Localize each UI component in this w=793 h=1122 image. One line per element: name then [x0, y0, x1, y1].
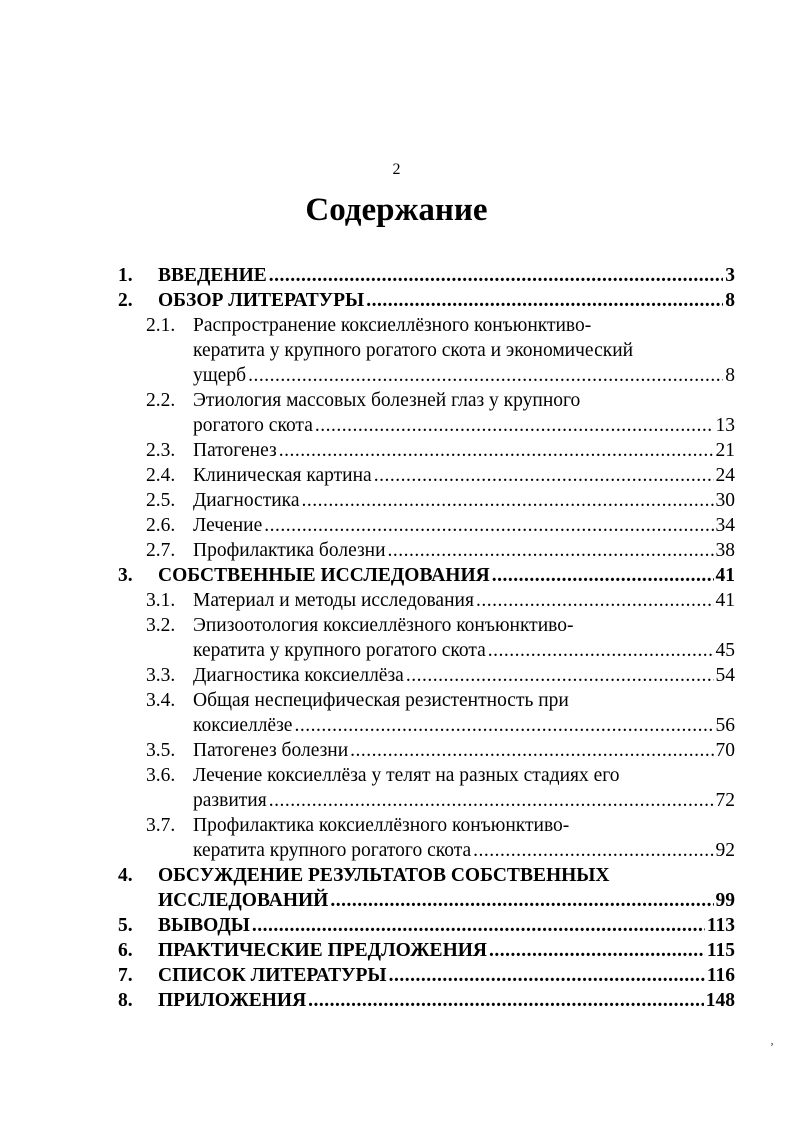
leader-dots	[406, 664, 714, 688]
leader-dots	[279, 439, 714, 463]
toc-entry-2-3[interactable]	[146, 439, 735, 463]
toc-entry-3-7-line1[interactable]	[146, 814, 735, 838]
toc-page: 56	[715, 715, 735, 736]
toc-number: 2.	[118, 290, 133, 311]
toc-entry-3[interactable]	[118, 564, 735, 588]
toc-title: Лечение	[193, 515, 263, 536]
leader-dots	[294, 714, 713, 738]
toc-page: 45	[715, 640, 735, 661]
toc-title: Профилактика коксиеллёзного конъюнктиво-	[193, 815, 570, 836]
toc-entry-2-1-line2[interactable]	[193, 339, 735, 363]
toc-page: 99	[715, 890, 735, 911]
leader-dots	[302, 489, 714, 513]
toc-title: ПРАКТИЧЕСКИЕ ПРЕДЛОЖЕНИЯ	[158, 940, 487, 961]
toc-page: 70	[715, 740, 735, 761]
toc-number: 2.3.	[146, 440, 176, 461]
toc-page: 115	[706, 940, 735, 961]
toc-entry-3-5[interactable]	[146, 739, 735, 763]
toc-entry-4-line1[interactable]	[118, 864, 735, 888]
toc-number: 2.7.	[146, 540, 176, 561]
toc-number: 3.7.	[146, 815, 176, 836]
toc-entry-3-2-line1[interactable]	[146, 614, 735, 638]
toc-number: 3.4.	[146, 690, 176, 711]
leader-dots	[366, 289, 723, 313]
toc-number: 7.	[118, 965, 133, 986]
toc-number: 8.	[118, 990, 133, 1011]
toc-page: 38	[715, 540, 735, 561]
toc-entry-3-4-line2[interactable]	[193, 714, 735, 738]
toc-title: Патогенез	[193, 440, 277, 461]
toc-number: 2.5.	[146, 490, 176, 511]
toc-title-continued: кератита у крупного рогатого скота	[193, 640, 486, 661]
toc-entry-8[interactable]	[118, 989, 735, 1013]
leader-dots	[374, 464, 714, 488]
toc-entry-2-4[interactable]	[146, 464, 735, 488]
toc-page: 34	[715, 515, 735, 536]
toc-number: 3.2.	[146, 615, 176, 636]
toc-entry-1[interactable]	[118, 264, 735, 288]
leader-dots	[308, 989, 704, 1013]
toc-number: 1.	[118, 265, 133, 286]
toc-entry-2-2-line2[interactable]	[193, 414, 735, 438]
toc-entry-2-2-line1[interactable]	[146, 389, 735, 413]
toc-title: Распространение коксиеллёзного конъюнктиво-	[193, 315, 592, 336]
toc-title: ОБЗОР ЛИТЕРАТУРЫ	[158, 290, 365, 311]
toc-title: Клиническая картина	[193, 465, 372, 486]
toc-title: Общая неспецифическая резистентность при	[193, 690, 569, 711]
toc-title: Эпизоотология коксиеллёзного конъюнктиво-	[193, 615, 574, 636]
toc-number: 3.	[118, 565, 133, 586]
toc-number: 6.	[118, 940, 133, 961]
leader-dots	[473, 839, 713, 863]
toc-entry-3-6-line1[interactable]	[146, 764, 735, 788]
toc-number: 2.1.	[146, 315, 176, 336]
page-title: Содержание	[305, 192, 488, 228]
toc-title-continued: кератита у крупного рогатого скота и экономический	[193, 340, 634, 361]
leader-dots	[488, 639, 714, 663]
toc-entry-2-7[interactable]	[146, 539, 735, 563]
toc-title: Патогенез болезни	[193, 740, 349, 761]
toc-entry-5[interactable]	[118, 914, 735, 938]
toc-entry-2-1-line3[interactable]	[193, 364, 735, 388]
leader-dots	[248, 364, 723, 388]
toc-page: 148	[705, 990, 735, 1011]
toc-number: 3.5.	[146, 740, 176, 761]
leader-dots	[388, 539, 714, 563]
toc-title: СПИСОК ЛИТЕРАТУРЫ	[158, 965, 387, 986]
toc-entry-3-2-line2[interactable]	[193, 639, 735, 663]
toc-title: ПРИЛОЖЕНИЯ	[158, 990, 307, 1011]
toc-title-continued: рогатого скота	[193, 415, 313, 436]
toc-number: 4.	[118, 865, 133, 886]
leader-dots	[252, 914, 705, 938]
toc-title: СОБСТВЕННЫЕ ИССЛЕДОВАНИЯ	[158, 565, 490, 586]
toc-number: 2.4.	[146, 465, 176, 486]
toc-title: Лечение коксиеллёза у телят на разных стадиях его	[193, 765, 620, 786]
leader-dots	[269, 264, 723, 288]
leader-dots	[264, 514, 713, 538]
toc-title-continued: ИССЛЕДОВАНИЙ	[158, 890, 329, 911]
toc-entry-3-1[interactable]	[146, 589, 735, 613]
toc-page: 8	[725, 290, 735, 311]
toc-title: Профилактика болезни	[193, 540, 386, 561]
toc-title: ВЫВОДЫ	[158, 915, 250, 936]
toc-title-continued: ущерб	[193, 365, 247, 386]
toc-title: Диагностика коксиеллёза	[193, 665, 404, 686]
toc-page: 92	[715, 840, 735, 861]
leader-dots	[476, 589, 714, 613]
scan-speck: ʼ	[770, 1040, 774, 1054]
toc-page: 8	[725, 365, 735, 386]
page-number: 2	[392, 161, 401, 178]
toc-page: 54	[715, 665, 735, 686]
toc-page: 41	[715, 590, 735, 611]
toc-page: 13	[715, 415, 735, 436]
toc-page: 30	[715, 490, 735, 511]
toc-number: 5.	[118, 915, 133, 936]
toc-entry-2-1-line1[interactable]	[146, 314, 735, 338]
leader-dots	[489, 939, 705, 963]
toc-entry-4-line2[interactable]	[158, 889, 735, 913]
toc-title-continued: кератита крупного рогатого скота	[193, 840, 472, 861]
toc-title: Диагностика	[193, 490, 300, 511]
toc-title: ОБСУЖДЕНИЕ РЕЗУЛЬТАТОВ СОБСТВЕННЫХ	[158, 865, 610, 886]
toc-entry-2-6[interactable]	[146, 514, 735, 538]
toc-number: 3.1.	[146, 590, 176, 611]
leader-dots	[269, 789, 714, 813]
toc-page: 41	[715, 565, 735, 586]
toc-title: ВВЕДЕНИЕ	[158, 265, 267, 286]
toc-title-continued: коксиеллёзе	[193, 715, 293, 736]
toc-entry-2[interactable]	[118, 289, 735, 313]
toc-page: 72	[715, 790, 735, 811]
toc-number: 2.6.	[146, 515, 176, 536]
toc-page: 113	[706, 915, 735, 936]
toc-page: 24	[715, 465, 735, 486]
leader-dots	[389, 964, 705, 988]
toc-entry-2-5[interactable]	[146, 489, 735, 513]
toc-entry-3-6-line2[interactable]	[193, 789, 735, 813]
toc-page: 3	[725, 265, 735, 286]
toc-number: 2.2.	[146, 390, 176, 411]
toc-entry-7[interactable]	[118, 964, 735, 988]
leader-dots	[330, 889, 713, 913]
toc-page: 116	[706, 965, 735, 986]
leader-dots	[315, 414, 714, 438]
toc-title: Этиология массовых болезней глаз у крупного	[193, 390, 581, 411]
toc-entry-3-4-line1[interactable]	[146, 689, 735, 713]
toc-title: Материал и методы исследования	[193, 590, 474, 611]
toc-page: 21	[715, 440, 735, 461]
leader-dots	[492, 564, 714, 588]
toc-title-continued: развития	[193, 790, 267, 811]
toc-entry-3-7-line2[interactable]	[193, 839, 735, 863]
leader-dots	[350, 739, 713, 763]
toc-entry-6[interactable]	[118, 939, 735, 963]
toc-number: 3.6.	[146, 765, 176, 786]
toc-entry-3-3[interactable]	[146, 664, 735, 688]
toc-number: 3.3.	[146, 665, 176, 686]
